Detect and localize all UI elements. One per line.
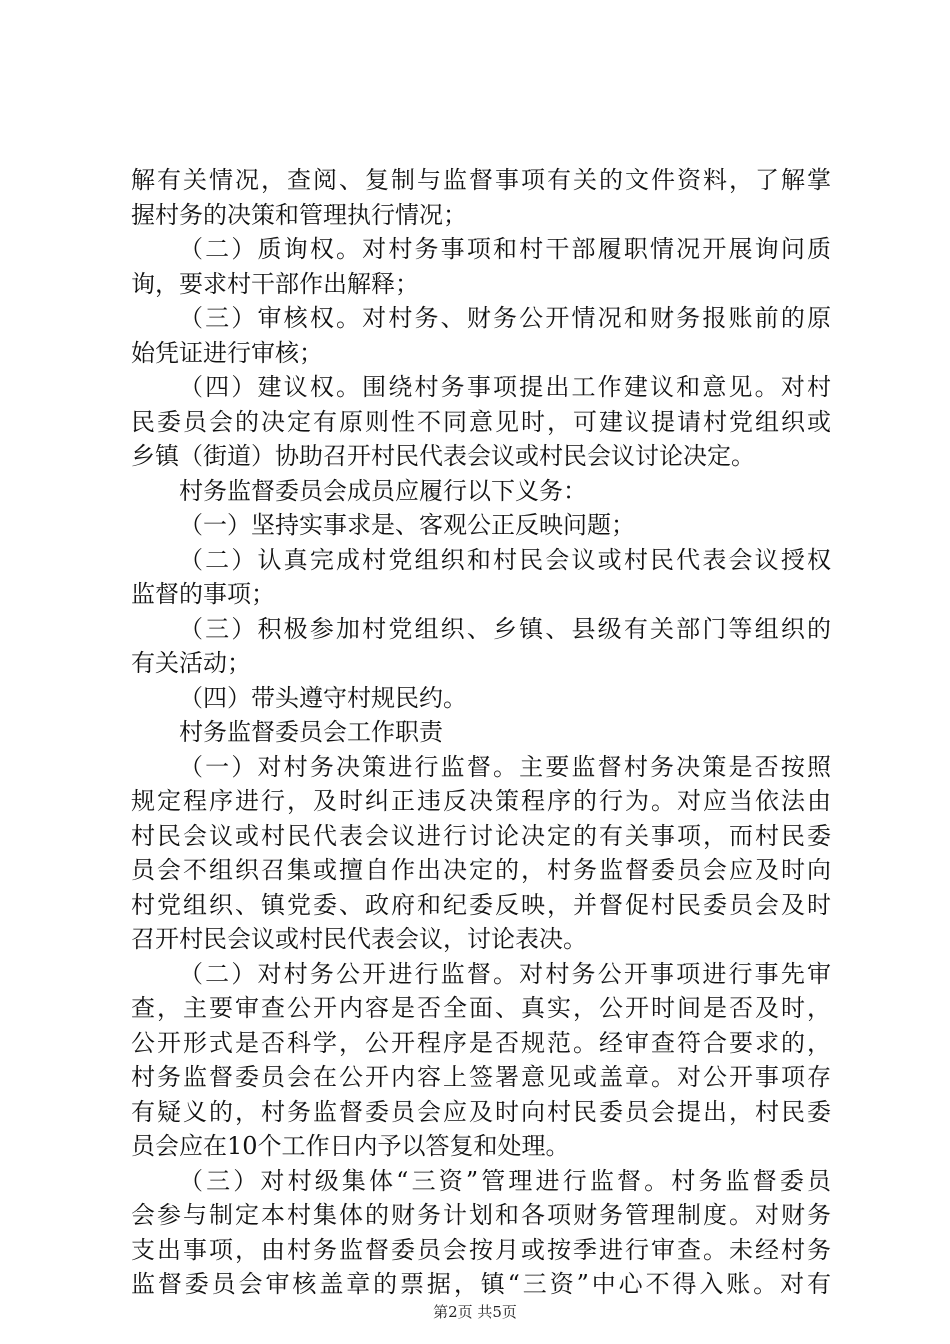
text-line: 乡镇（街道）协助召开村民代表会议或村民会议讨论决定。 (131, 442, 755, 470)
text-line: （二）认真完成村党组织和村民会议或村民代表会议授权 (179, 545, 831, 574)
text-line: 监督委员会审核盖章的票据，镇“三资”中心不得入账。对有 (131, 1270, 831, 1298)
text-line: （三）积极参加村党组织、乡镇、县级有关部门等组织的 (179, 614, 831, 643)
text-line: 解有关情况，查阅、复制与监督事项有关的文件资料，了解掌 (131, 166, 831, 194)
text-line: 民委员会的决定有原则性不同意见时，可建议提请村党组织或 (131, 407, 831, 436)
text-line: 监督的事项； (131, 580, 275, 608)
text-line: 员会应在10个工作日内予以答复和处理。 (131, 1132, 570, 1160)
text-line: （三）对村级集体“三资”管理进行监督。村务监督委员 (179, 1166, 831, 1195)
text-line: （二）对村务公开进行监督。对村务公开事项进行事先审 (179, 959, 831, 988)
text-line: （一）对村务决策进行监督。主要监督村务决策是否按照 (179, 752, 831, 781)
text-line: （四）带头遵守村规民约。 (179, 683, 467, 712)
text-line: 始凭证进行审核； (131, 338, 323, 367)
section-heading: 村务监督委员会工作职责 (179, 718, 443, 746)
text-line: 召开村民会议或村民代表会议，讨论表决。 (131, 925, 587, 953)
text-line: （一）坚持实事求是、客观公正反映问题； (179, 511, 635, 539)
text-line: 公开形式是否科学，公开程序是否规范。经审查符合要求的， (131, 1028, 831, 1057)
document-body (131, 163, 831, 1302)
page-number: 第2页 共5页 (433, 1303, 517, 1321)
text-line: 村党组织、镇党委、政府和纪委反映，并督促村民委员会及时 (131, 890, 831, 919)
text-line: 握村务的决策和管理执行情况； (131, 200, 467, 229)
text-line: 会参与制定本村集体的财务计划和各项财务管理制度。对财务 (131, 1201, 831, 1229)
text-line: （四）建议权。围绕村务事项提出工作建议和意见。对村 (179, 373, 831, 401)
text-line: 员会不组织召集或擅自作出决定的，村务监督委员会应及时向 (131, 856, 831, 884)
text-line: 查，主要审查公开内容是否全面、真实，公开时间是否及时， (131, 994, 831, 1022)
text-line: 村民会议或村民代表会议进行讨论决定的有关事项，而村民委 (131, 821, 831, 850)
text-line: 规定程序进行，及时纠正违反决策程序的行为。对应当依法由 (131, 787, 831, 815)
text-line: 村务监督委员会在公开内容上签署意见或盖章。对公开事项存 (131, 1063, 831, 1091)
text-line: 村务监督委员会成员应履行以下义务： (179, 476, 587, 505)
text-line: （二）质询权。对村务事项和村干部履职情况开展询问质 (179, 235, 831, 263)
text-line: （三）审核权。对村务、财务公开情况和财务报账前的原 (179, 304, 831, 332)
text-line: 询，要求村干部作出解释； (131, 269, 419, 298)
text-line: 有关活动； (131, 649, 251, 677)
text-line: 有疑义的，村务监督委员会应及时向村民委员会提出，村民委 (131, 1097, 831, 1126)
text-line: 支出事项，由村务监督委员会按月或按季进行审查。未经村务 (131, 1235, 831, 1264)
